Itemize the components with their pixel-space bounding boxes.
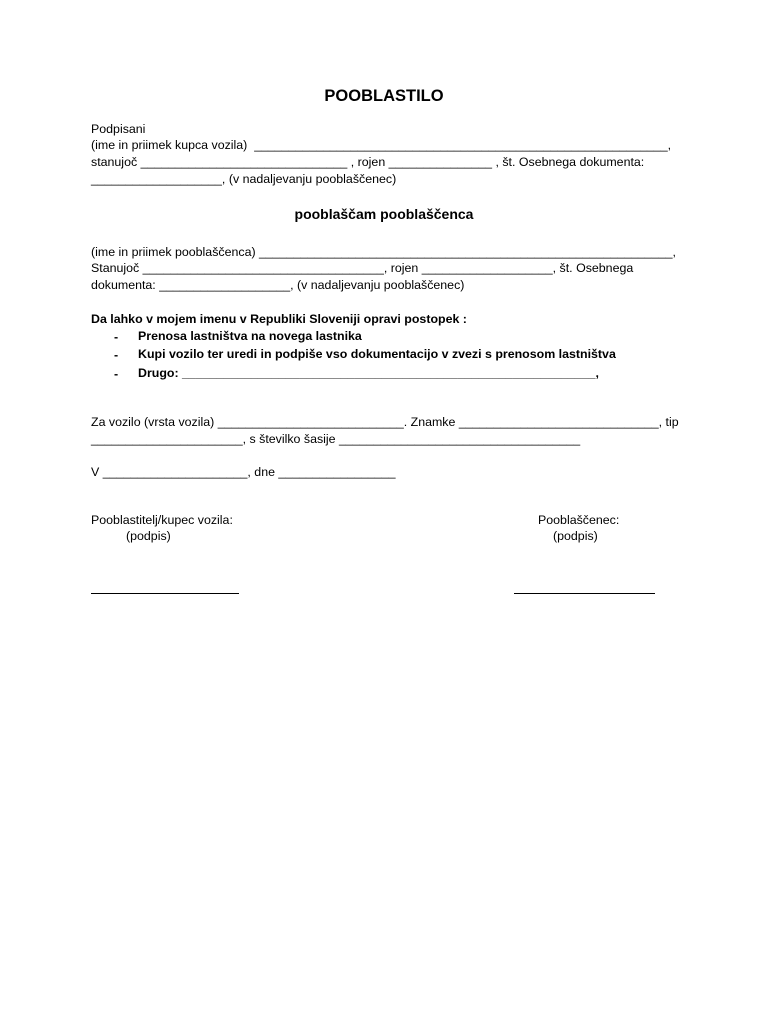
vehicle-type-line: Za vozilo (vrsta vozila) ___________________________. Znamke _____________________________, tip [91,415,679,429]
proxy-id-line: dokumenta: ___________________, (v nadaljevanju pooblaščenec) [91,278,465,292]
right-signature-label: Pooblaščenec: [538,513,620,527]
buyer-address-line: stanujoč ______________________________ , rojen _______________ , št. Osebnega dokumenta: [91,155,645,169]
buyer-name-line: (ime in priimek kupca vozila) ____________________________________________________________, [91,138,672,152]
procedure-heading: Da lahko v mojem imenu v Republiki Sloveniji opravi postopek : [91,312,467,326]
list-item-dash: - [114,348,119,362]
authorization-heading: pooblaščam pooblaščenca [294,206,474,222]
list-item-dash: - [114,367,119,381]
place-date-line: V _____________________, dne _________________ [91,465,396,479]
signatory-label: Podpisani [91,122,146,136]
right-signature-sub: (podpis) [553,529,598,543]
proxy-address-line: Stanujoč ___________________________________, rojen ___________________, št. Osebnega [91,261,634,275]
buyer-id-line: ___________________, (v nadaljevanju pooblaščenec) [91,172,397,186]
left-signature-label: Pooblastitelj/kupec vozila: [91,513,233,527]
left-signature-sub: (podpis) [126,529,171,543]
proxy-name-line: (ime in priimek pooblaščenca) ____________________________________________________________, [91,245,676,259]
list-item-buy-vehicle: Kupi vozilo ter uredi in podpiše vso dokumentacijo v zvezi s prenosom lastništva [138,347,616,361]
left-signature-line [91,593,239,594]
vehicle-chassis-line: ______________________, s številko šasije ___________________________________ [91,432,581,446]
list-item-other: Drugo: ____________________________________________________________, [138,366,599,380]
document-title: POOBLASTILO [324,87,444,105]
list-item-dash: - [114,330,119,344]
right-signature-line [514,593,655,594]
list-item-ownership-transfer: Prenosa lastništva na novega lastnika [138,329,362,343]
